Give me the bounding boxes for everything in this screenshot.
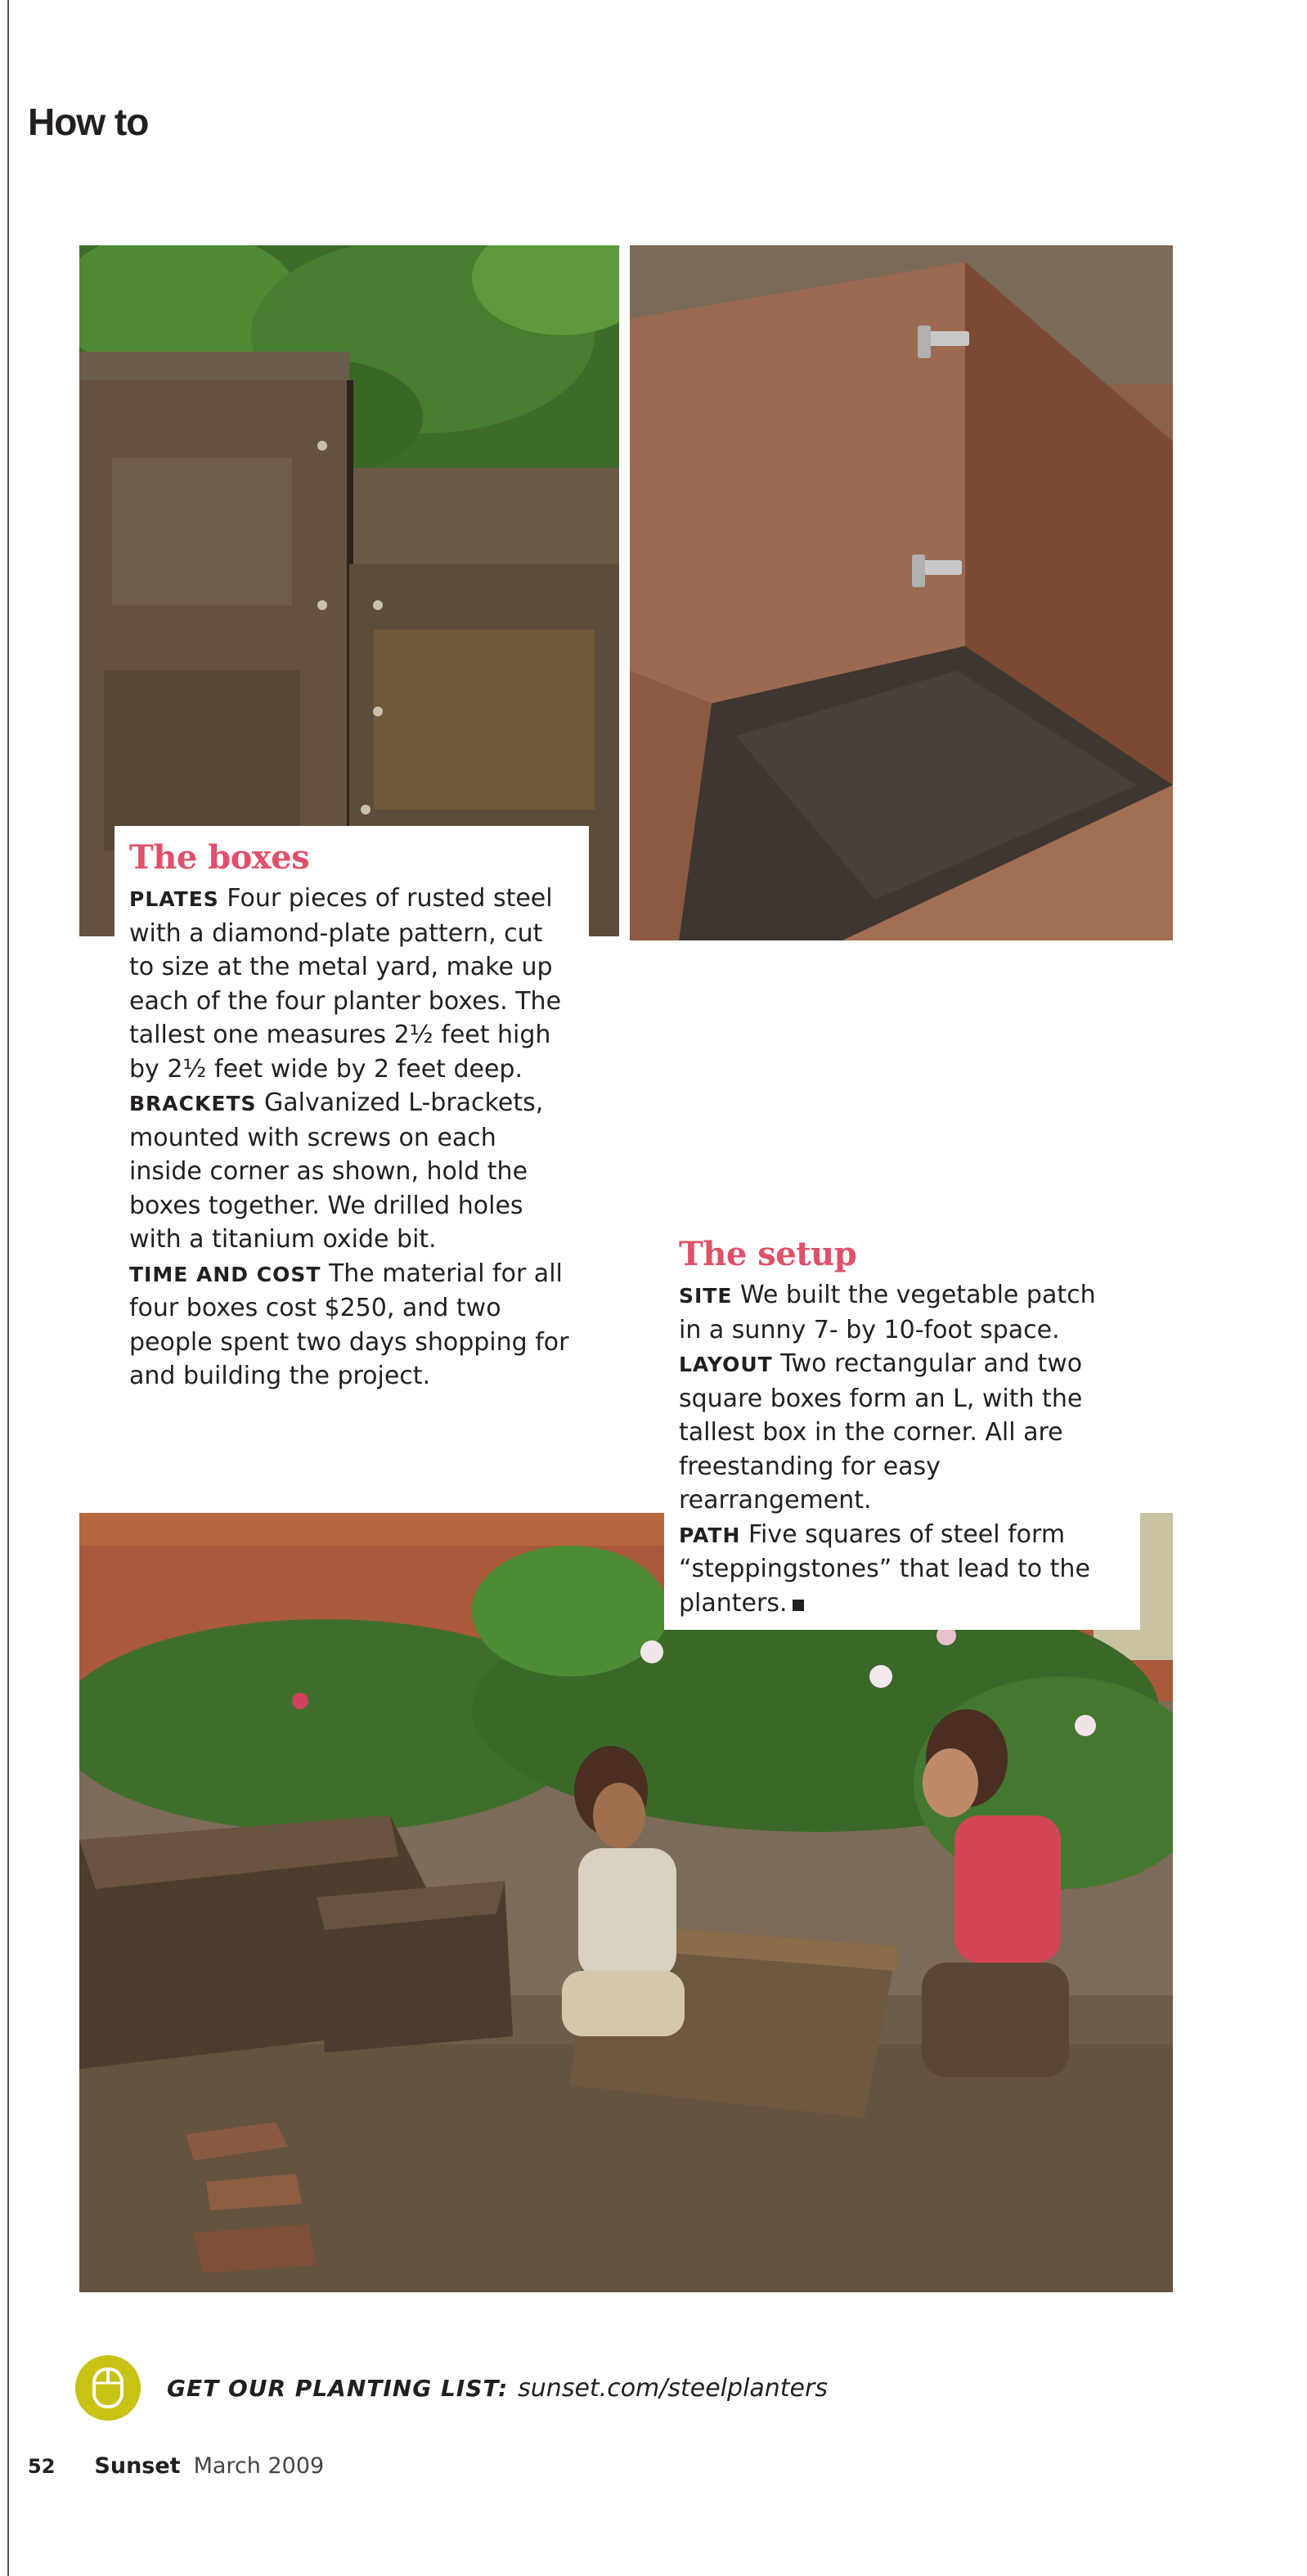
- the-boxes-body: [129, 882, 574, 1393]
- layout-lead: LAYOUT: [679, 1353, 773, 1376]
- planting-list-label: GET OUR PLANTING LIST:: [167, 2374, 509, 2402]
- time-and-cost-lead: TIME AND COST: [129, 1262, 321, 1286]
- layout-text: Two rectangular and two square boxes form an L, with the tallest box in the corner. All are freestanding for easy rearrangement.: [679, 1349, 1083, 1515]
- plates-lead: PLATES: [129, 887, 219, 911]
- mouse-icon: [75, 2355, 141, 2421]
- photo-planter-interior-brackets: [630, 245, 1173, 940]
- planting-list-link[interactable]: sunset.com/steelplanters: [518, 2373, 828, 2403]
- time-and-cost-text: The material for all four boxes cost $250, and two people spent two days shopping for and building the project.: [129, 1259, 569, 1390]
- page-footer: [28, 2453, 324, 2479]
- path-text: Five squares of steel form “steppingstones” that lead to the planters.: [679, 1519, 1090, 1618]
- the-boxes-panel: [115, 826, 589, 1402]
- plates-text: Four pieces of rusted steel with a diamond-plate pattern, cut to size at the metal yard, make up each of the four planter boxes. The tallest one measures 2½ feet high by 2½ feet wide by 2 feet deep.: [129, 884, 562, 1084]
- site-text: We built the vegetable patch in a sunny 7- by 10-foot space.: [679, 1281, 1096, 1344]
- end-mark-icon: [793, 1600, 804, 1611]
- the-setup-panel: [664, 1225, 1140, 1630]
- planting-list-cta[interactable]: [75, 2355, 828, 2421]
- magazine-name: Sunset: [94, 2453, 181, 2479]
- brackets-lead: BRACKETS: [129, 1092, 257, 1115]
- issue-date: March 2009: [193, 2453, 325, 2479]
- path-lead: PATH: [679, 1523, 741, 1547]
- the-boxes-heading: The boxes: [129, 838, 310, 877]
- page-number: 52: [28, 2455, 56, 2478]
- the-setup-heading: The setup: [679, 1235, 857, 1273]
- site-lead: SITE: [679, 1284, 733, 1308]
- section-title: How to: [28, 101, 149, 143]
- page-margin-rule: [7, 0, 9, 2576]
- brackets-text: Galvanized L-brackets, mounted with screws on each inside corner as shown, hold the boxes together. We drilled holes with a titanium oxide bit.: [129, 1088, 544, 1254]
- the-setup-body: [679, 1278, 1125, 1620]
